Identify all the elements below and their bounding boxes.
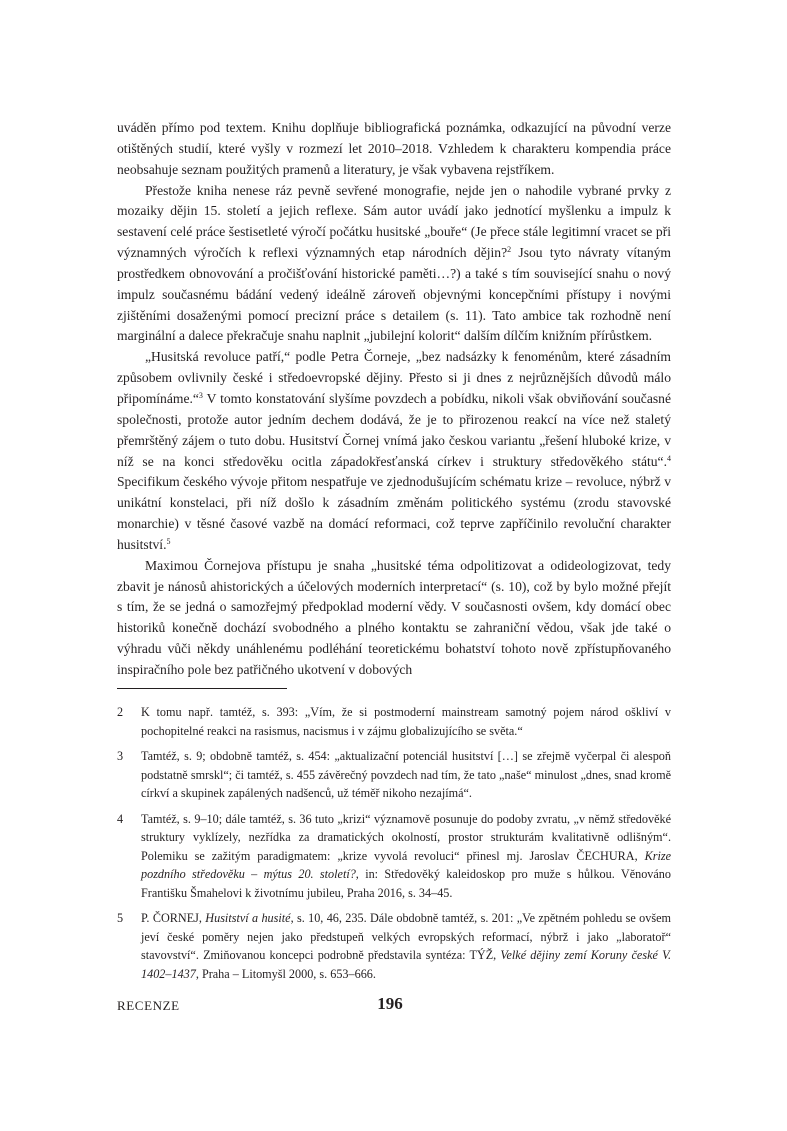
footnote-text [141,703,671,740]
footnote-text [141,747,671,803]
text-run: Přestože kniha nenese ráz pevně sevřené monografie, nejde jen o nahodile vybrané prvky z mozaiky dějin 15. století a jejich reflexe. Sám autor uvádí jako jednotící myšlenku a impulz k sestavení celé práce šestisetleté výročí počátku husitské „bouře“ (Je přece stále legitimní vracet se při významných výročích k reflexi významných etap národních dějin? [117,182,671,261]
italic-title: Husitství a husité [205,911,291,925]
footnote-reference: 4 [667,453,671,463]
paragraph [117,181,671,348]
paragraph [117,118,671,181]
footnote [117,703,671,740]
text-run: K tomu např. tamtéž, s. 393: „Vím, že si postmoderní mainstream samotný pojem národ oškliví v pochopitelné reakci na rasismus, nacismus i v zájmu globalizujícího se světa.“ [141,705,671,738]
footnote [117,747,671,803]
footnote-reference: 2 [507,245,512,255]
text-run: Specifikum českého vývoje přitom nespatřuje ve zjednodušujícím schématu krize – revoluce, nýbrž v unikátní konstelaci, při níž došlo k zásadním změnám politického systému (zrodu stavovské monarchie) v těsné časové vazbě na domácí reformaci, což teprve zapříčinilo revoluční charakter husitství. [117,474,671,552]
text-run: uváděn přímo pod textem. Knihu doplňuje bibliografická poznámka, odkazující na původní verze otištěných studií, které vyšly v rozmezí let 2010–2018. Vzhledem k charakteru kompendia práce neobsahuje seznam použitých pramenů a literatury, je však vybavena rejstříkem. [117,120,671,177]
footnote-reference: 3 [198,390,203,400]
text-run: Jsou tyto návraty vítaným prostředkem obnovování a pročišťování historické paměti…?) a také s tím související snahu o nový impulz současnému bádání vedený ideálně zároveň objevnými koncepčními přístupy i novými zjištěními dosaženými pomocí precizní práce s detailem (s. 11). Tato ambice tak rozhodně není marginální a dalece překračuje snahu naplnit „jubilejní kolorit“ dalším dílčím knižním přírůstkem. [117,245,671,344]
text-run: P. ČORNEJ, [141,911,206,925]
text-run: , s. 10, 46, 235. Dále obdobně tamtéž, s. 201: „Ve zpětném pohledu se ovšem jeví české poměry nejen jako předstupeň velkých evropských reformací, nýbrž i jako „laboratoř“ stavovství“. Zmiňovanou koncepci podrobně představila syntéza: TÝŽ, [141,911,671,962]
footnote-number: 2 [117,705,124,719]
text-run: in: Středověký kaleidoskop pro muže s hůlkou. Věnováno Františku Šmahelovi k životnímu jubileu, Praha 2016, s. 34–45. [141,867,671,900]
footnote-number: 4 [117,811,124,826]
footnote-separator [117,688,287,689]
italic-title: Krize pozdního středověku – mýtus 20. století?, [141,848,671,881]
main-text [117,118,671,681]
page-number: 196 [377,994,403,1013]
text-run: Maximou Čornejova přístupu je snaha „husitské téma odpolitizovat a odideologizovat, tedy zbavit je nánosů ahistorických a účelových moderních interpretací“ (s. 10), což by bylo možné přejít s tím, že se jedná o samozřejmý předpoklad moderní vědy. V současnosti ovšem, kdy domácí obec historiků konečně dochází svobodného a plného kontaktu se zahraniční vědou, však jde také o výhradu vůči někdy unáhlenému podléhání teoretickému bohatství tohoto nově zpřístupňovaného inspiračního pole bez patřičného ukotvení v dobových [117,557,671,677]
italic-title: Velké dějiny zemí Koruny české V. 1402–1437 [141,948,671,981]
footnote-reference: 5 [166,536,171,546]
footnote [117,810,671,903]
footnote [117,909,671,983]
text-run: Tamtéž, s. 9–10; dále tamtéž, s. 36 tuto „krizi“ významově posunuje do podoby zvratu, „v němž středověké struktury vyklízely, nezřídka za dramatických okolností, prostor strukturám kvalitativně odlišným“. Polemiku se zažitým paradigmatem: „krize vyvolá revoluci“ přinesl mj. Jaroslav ČECHURA, [141,811,671,863]
text-run: „Husitská revoluce patří,“ podle Petra Čorneje, „bez nadsázky k fenoménům, které zásadním způsobem ovlivnily české i středoevropské dějiny. Přesto si ji dnes z nejrůznějších důvodů málo připomínáme.“ [117,349,671,406]
footnote-text [141,810,671,903]
footnote-text [141,909,671,983]
running-footer-section: RECENZE [117,998,180,1013]
paragraph [117,347,671,555]
text-run: , Praha – Litomyšl 2000, s. 653–666. [195,966,376,981]
footnotes [117,703,671,990]
text-run: V tomto konstatování slyšíme povzdech a pobídku, nikoli však obviňování současné společnosti, protože autor jedním dechem dodává, že je to přirozenou reakcí na více než staletý přemrštěný zájem o tuto dobu. Husitství Čornej vnímá jako českou variantu „řešení hluboké krize, v níž se na konci středověku ocitla západokřesťanská církev i struktury středověkého státu“. [117,390,671,469]
footnote-number: 3 [117,749,124,763]
paragraph [117,556,671,681]
text-run: Tamtéž, s. 9; obdobně tamtéž, s. 454: „aktualizační potenciál husitství […] se zřejmě vyčerpal či alespoň podstatně smrskl“; či tamtéž, s. 455 závěrečný povzdech nad tím, že tato „naše“ minulost „dnes, snad kromě církví a skupinek zapálených nadšenců, už téměř nikoho nezajímá“. [141,749,671,800]
footnote-number: 5 [117,911,124,925]
